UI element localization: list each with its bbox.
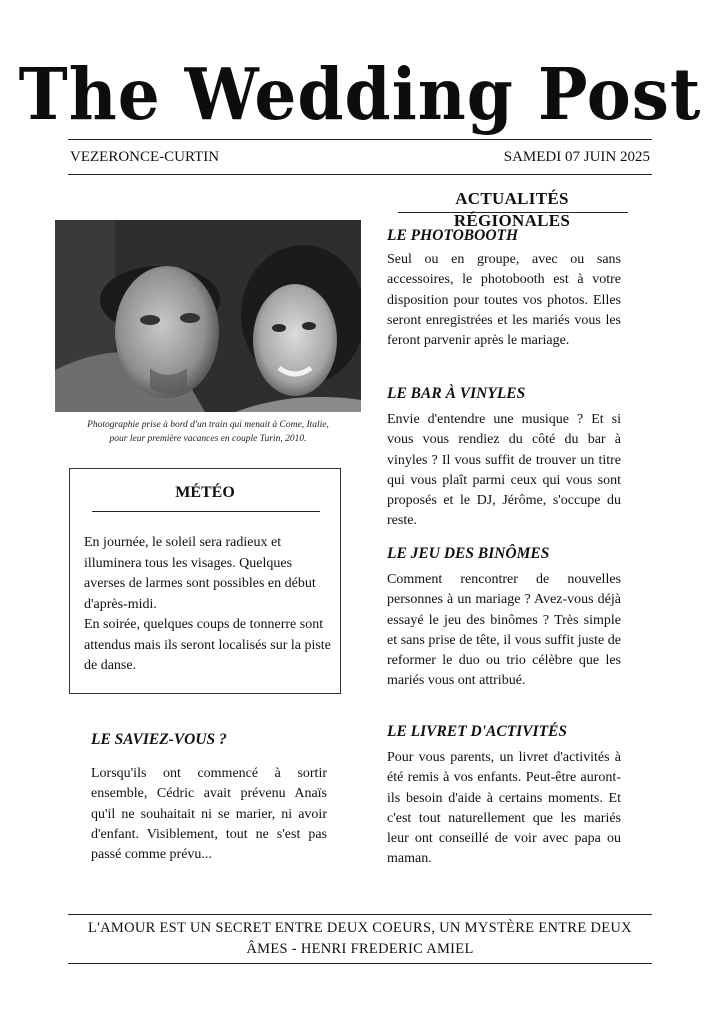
- article-title: LE BAR À VINYLES: [387, 385, 526, 402]
- article-title: LE PHOTOBOOTH: [387, 227, 519, 244]
- footer-quote: L'AMOUR EST UN SECRET ENTRE DEUX COEURS, UN MYSTÈRE ENTRE DEUX ÂMES - HENRI FREDERIC AMIEL: [88, 920, 632, 957]
- masthead-title: The Wedding Post: [18, 51, 702, 137]
- article-body: Pour vous parents, un livret d'activités à été remis à vos enfants. Peut-être auront-ils besoin d'aide à certains moments. Et c'est tout naturellement que les mariés leur ont conseillé de voir avec papa ou maman.: [387, 750, 621, 867]
- header-top-rule: [68, 139, 652, 140]
- saviez-vous-body: Lorsqu'ils ont commencé à sortir ensemble, Cédric avait prévenu Anaïs qu'il ne souhaitait ni se marier, ni avoir d'enfant. Visiblement, tout ne s'est pas passé comme prévu...: [91, 766, 327, 863]
- dateline-date: SAMEDI 07 JUIN 2025: [503, 149, 650, 165]
- article-body: Seul ou en groupe, avec ou sans accessoires, le photobooth est à votre disposition pour toutes vos photos. Elles seront enregistrées et les mariés vous les feront parvenir après le mariage.: [387, 252, 621, 349]
- meteo-title: MÉTÉO: [175, 484, 235, 501]
- saviez-vous-title: LE SAVIEZ-VOUS ?: [91, 731, 227, 748]
- meteo-paragraph: En journée, le soleil sera radieux et illuminera tous les visages. Quelques averses de larmes sont possibles en début d'après-midi.: [84, 535, 316, 612]
- article-title: LE LIVRET D'ACTIVITÉS: [387, 723, 568, 740]
- meteo-rule: [92, 511, 320, 512]
- couple-photo: [55, 220, 361, 412]
- footer-bottom-rule: [68, 963, 652, 964]
- section-underline: [398, 212, 628, 213]
- meteo-text: [84, 533, 334, 677]
- article-title: LE JEU DES BINÔMES: [387, 545, 550, 562]
- dateline-location: VEZERONCE-CURTIN: [70, 149, 220, 165]
- couple-photo-image: [55, 220, 361, 412]
- photo-caption: Photographie prise à bord d'un train qui menait à Come, Italie, pour leur première vacances en couple Turin, 2010.: [87, 420, 329, 444]
- footer-top-rule: [68, 914, 652, 915]
- meteo-paragraph: En soirée, quelques coups de tonnerre sont attendus mais ils seront localisés sur la piste de danse.: [84, 617, 331, 673]
- article-body: Comment rencontrer de nouvelles personnes à un mariage ? Avez-vous déjà essayé le jeu des binômes ? Très simple et sans prise de tête, il vous suffit juste de reformer le duo ou trio célèbre que les mariés vous ont attribué.: [387, 572, 621, 689]
- dateline: [68, 146, 652, 168]
- section-title: ACTUALITÉS RÉGIONALES: [453, 189, 571, 230]
- header-bottom-rule: [68, 174, 652, 175]
- article-body: Envie d'entendre une musique ? Et si vous vous rendiez du côté du bar à vinyles ? Il vous suffit de trouver un titre qui vous plaît parmi ceux qui vous sont proposés et le DJ, Jérôme, s'occupe du reste.: [387, 412, 621, 529]
- meteo-box: [69, 468, 341, 694]
